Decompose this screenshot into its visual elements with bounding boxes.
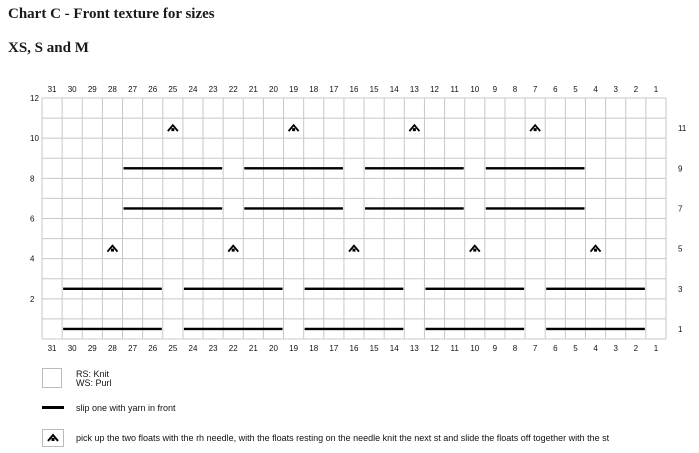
slip-stitch-bar	[305, 328, 404, 330]
column-number-bottom: 4	[593, 344, 598, 353]
column-number-top: 18	[309, 85, 319, 94]
slip-stitch-bar	[546, 288, 645, 290]
slip-stitch-bar	[305, 288, 404, 290]
row-number-right: 11	[678, 124, 687, 134]
column-number-top: 1	[653, 85, 659, 94]
column-number-bottom: 3	[613, 344, 618, 353]
column-number-bottom: 21	[248, 344, 258, 353]
legend-pickup	[42, 429, 692, 447]
column-number-top: 31	[47, 85, 57, 94]
column-number-top: 4	[593, 85, 598, 94]
column-number-top: 25	[168, 85, 178, 94]
column-number-bottom: 19	[289, 344, 299, 353]
row-number-right: 3	[678, 284, 683, 294]
column-number-top: 29	[87, 85, 97, 94]
column-number-bottom: 26	[148, 344, 158, 353]
legend-slip	[42, 402, 682, 414]
column-number-bottom: 22	[228, 344, 238, 353]
column-number-bottom: 30	[67, 344, 77, 353]
pickup-floats-dot	[111, 249, 114, 252]
legend-purl-label: WS: Purl	[76, 378, 112, 388]
pickup-floats-dot	[353, 249, 356, 252]
slip-stitch-bar	[184, 288, 283, 290]
row-number-right: 5	[678, 244, 683, 254]
column-number-bottom: 9	[492, 344, 498, 353]
row-number-right: 9	[678, 164, 683, 174]
column-number-top: 13	[409, 85, 419, 94]
slip-stitch-bar	[184, 328, 283, 330]
legend-knit-label: RS: Knit	[76, 369, 110, 379]
column-number-top: 23	[208, 85, 218, 94]
chart-title: Chart C - Front texture for sizes	[8, 6, 215, 22]
column-number-top: 27	[128, 85, 138, 94]
column-number-top: 17	[329, 85, 339, 94]
row-number-left: 8	[30, 174, 35, 184]
column-number-bottom: 7	[532, 344, 538, 353]
column-number-top: 7	[532, 85, 538, 94]
column-number-bottom: 13	[409, 344, 419, 353]
pickup-floats-dot	[171, 128, 174, 131]
column-number-bottom: 25	[168, 344, 178, 353]
column-number-bottom: 23	[208, 344, 218, 353]
pickup-floats-dot	[413, 128, 416, 131]
column-number-bottom: 17	[329, 344, 339, 353]
slip-stitch-bar	[124, 207, 223, 209]
column-number-top: 9	[492, 85, 498, 94]
slip-stitch-bar	[365, 207, 464, 209]
pickup-floats-dot	[232, 249, 235, 252]
slip-stitch-bar	[425, 328, 524, 330]
column-number-top: 8	[512, 85, 518, 94]
column-number-top: 5	[573, 85, 578, 94]
column-number-top: 12	[430, 85, 439, 94]
column-number-bottom: 10	[470, 344, 480, 353]
column-number-top: 11	[450, 85, 459, 94]
slip-symbol	[42, 406, 64, 409]
column-number-bottom: 8	[512, 344, 518, 353]
column-number-bottom: 27	[128, 344, 138, 353]
slip-stitch-bar	[124, 167, 223, 169]
column-number-top: 26	[148, 85, 158, 94]
column-number-bottom: 1	[653, 344, 659, 353]
legend-pickup-label: pick up the two floats with the rh needle, with the floats resting on the needle knit the next st and slide the floats off together with the st	[76, 433, 610, 443]
column-number-top: 3	[613, 85, 618, 94]
column-number-bottom: 11	[450, 344, 459, 353]
pickup-symbol	[42, 429, 64, 447]
chart-subtitle: XS, S and M	[8, 40, 89, 56]
column-number-top: 10	[470, 85, 480, 94]
slip-stitch-bar	[63, 328, 162, 330]
column-number-bottom: 16	[349, 344, 359, 353]
column-number-top: 24	[188, 85, 198, 94]
slip-stitch-bar	[244, 207, 343, 209]
column-number-top: 22	[228, 85, 238, 94]
column-number-top: 15	[369, 85, 379, 94]
column-number-top: 28	[107, 85, 117, 94]
column-number-top: 19	[289, 85, 299, 94]
column-number-bottom: 6	[553, 344, 558, 353]
row-number-left: 2	[30, 294, 35, 304]
pickup-floats-dot	[473, 249, 476, 252]
row-number-left: 4	[30, 254, 35, 264]
column-number-bottom: 28	[107, 344, 117, 353]
slip-stitch-bar	[244, 167, 343, 169]
column-number-top: 20	[269, 85, 278, 94]
row-number-left: 6	[30, 214, 35, 224]
column-number-bottom: 15	[369, 344, 379, 353]
column-number-bottom: 29	[87, 344, 97, 353]
slip-stitch-bar	[486, 167, 585, 169]
slip-stitch-bar	[546, 328, 645, 330]
knit-purl-symbol	[42, 368, 62, 388]
pickup-floats-dot	[292, 128, 295, 131]
column-number-bottom: 20	[269, 344, 278, 353]
column-number-bottom: 31	[47, 344, 57, 353]
column-number-top: 16	[349, 85, 359, 94]
column-number-bottom: 12	[430, 344, 439, 353]
row-number-right: 7	[678, 204, 683, 214]
column-number-bottom: 14	[389, 344, 399, 353]
column-number-bottom: 24	[188, 344, 198, 353]
column-number-top: 14	[389, 85, 399, 94]
column-number-bottom: 5	[573, 344, 578, 353]
row-number-left: 12	[30, 94, 39, 103]
legend-knit-purl	[42, 368, 682, 390]
slip-stitch-bar	[425, 288, 524, 290]
column-number-top: 6	[553, 85, 558, 94]
row-number-right: 1	[678, 324, 683, 334]
pickup-floats-dot	[594, 249, 597, 252]
pickup-floats-dot	[534, 128, 537, 131]
column-number-bottom: 2	[633, 344, 639, 353]
column-number-top: 21	[248, 85, 258, 94]
column-number-top: 2	[633, 85, 639, 94]
column-number-top: 30	[67, 85, 77, 94]
legend-slip-label: slip one with yarn in front	[76, 403, 176, 413]
slip-stitch-bar	[486, 207, 585, 209]
slip-stitch-bar	[63, 288, 162, 290]
slip-stitch-bar	[365, 167, 464, 169]
column-number-bottom: 18	[309, 344, 319, 353]
row-number-left: 10	[30, 134, 39, 144]
